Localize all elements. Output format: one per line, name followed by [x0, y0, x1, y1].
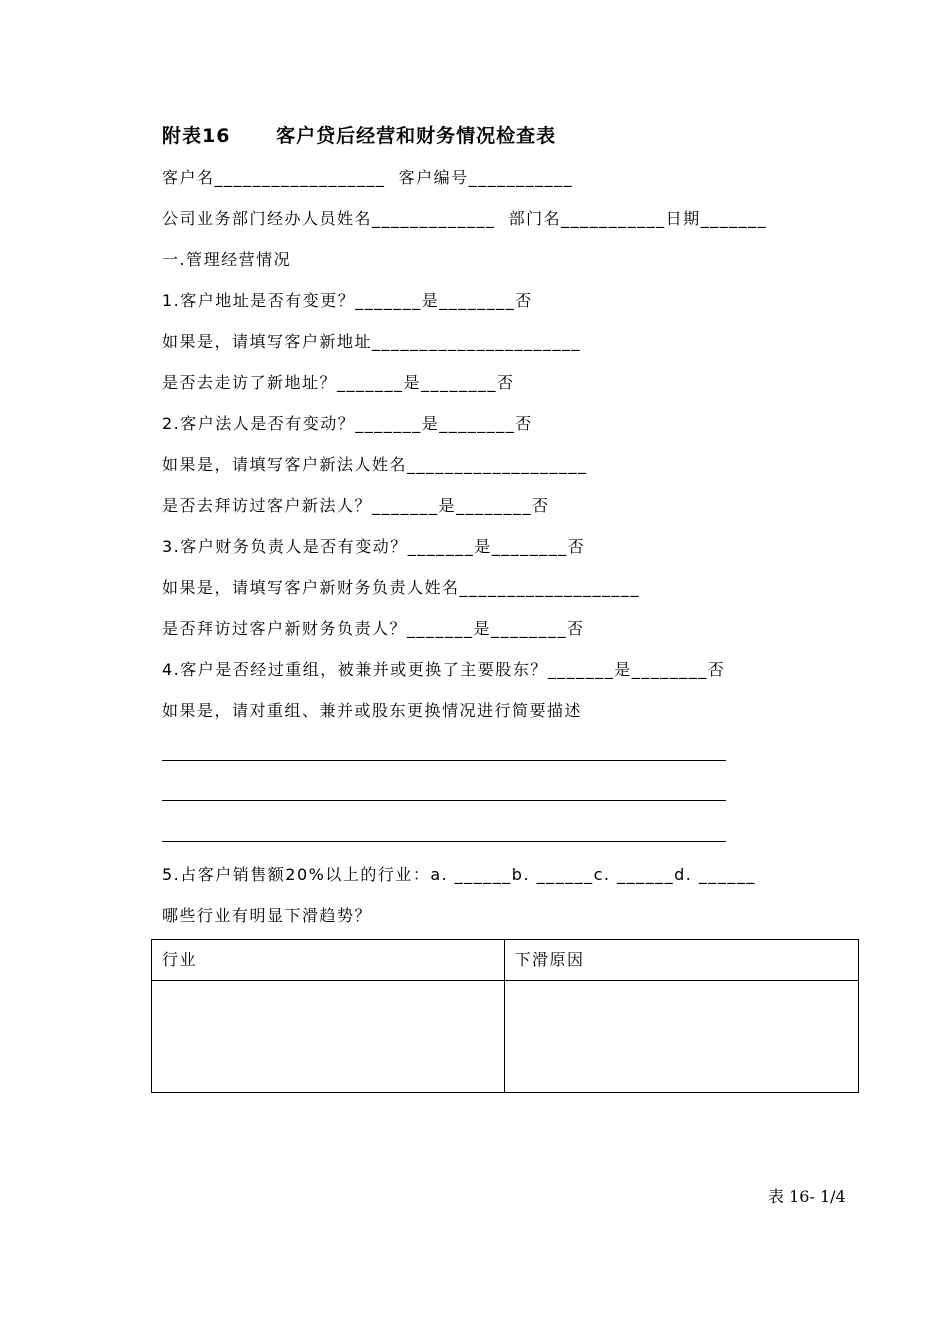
question-declining-industries: 哪些行业有明显下滑趋势？ [162, 906, 373, 925]
question-finance-head-change: 3.客户财务负责人是否有变动？_______是________否 [162, 537, 586, 556]
question-address-change: 1.客户地址是否有变更？_______是________否 [162, 291, 533, 310]
table-row [152, 981, 859, 1093]
question-restructure: 4.客户是否经过重组，被兼并或更换了主要股东？_______是________否 [162, 660, 726, 679]
question-visit-new-finance-head: 是否拜访过客户新财务负责人？_______是________否 [162, 619, 585, 638]
question-visit-new-legal-rep: 是否去拜访过客户新法人？_______是________否 [162, 496, 550, 515]
document-title: 附表16 客户贷后经营和财务情况检查表 [162, 125, 557, 147]
industry-decline-table [151, 939, 859, 1093]
header-industry: 行业 [152, 940, 505, 981]
page-footer: 表 16- 1/4 [768, 1187, 846, 1206]
answer-rule-3 [162, 841, 726, 842]
question-new-finance-head-name: 如果是，请填写客户新财务负责人姓名___________________ [162, 578, 641, 597]
answer-rule-1 [162, 760, 726, 761]
question-new-legal-rep-name: 如果是，请填写客户新法人姓名___________________ [162, 455, 588, 474]
question-industries: 5.占客户销售额20%以上的行业：a. ______b. ______c. ______d. ______ [162, 865, 756, 884]
officer-department-date-line: 公司业务部门经办人员姓名_____________ 部门名___________日期_______ [162, 209, 768, 228]
section-heading-management: 一.管理经营情况 [162, 250, 292, 269]
header-decline-reason: 下滑原因 [504, 940, 859, 981]
customer-name-line: 客户名__________________ 客户编号___________ [162, 168, 574, 187]
question-legal-rep-change: 2.客户法人是否有变动？_______是________否 [162, 414, 533, 433]
cell-industry [152, 981, 505, 1093]
table-header-row [152, 940, 859, 981]
question-visit-new-address: 是否去走访了新地址？_______是________否 [162, 373, 515, 392]
cell-decline-reason [504, 981, 859, 1093]
question-new-address: 如果是，请填写客户新地址______________________ [162, 332, 582, 351]
answer-rule-2 [162, 800, 726, 801]
question-restructure-describe: 如果是，请对重组、兼并或股东更换情况进行简要描述 [162, 701, 583, 720]
